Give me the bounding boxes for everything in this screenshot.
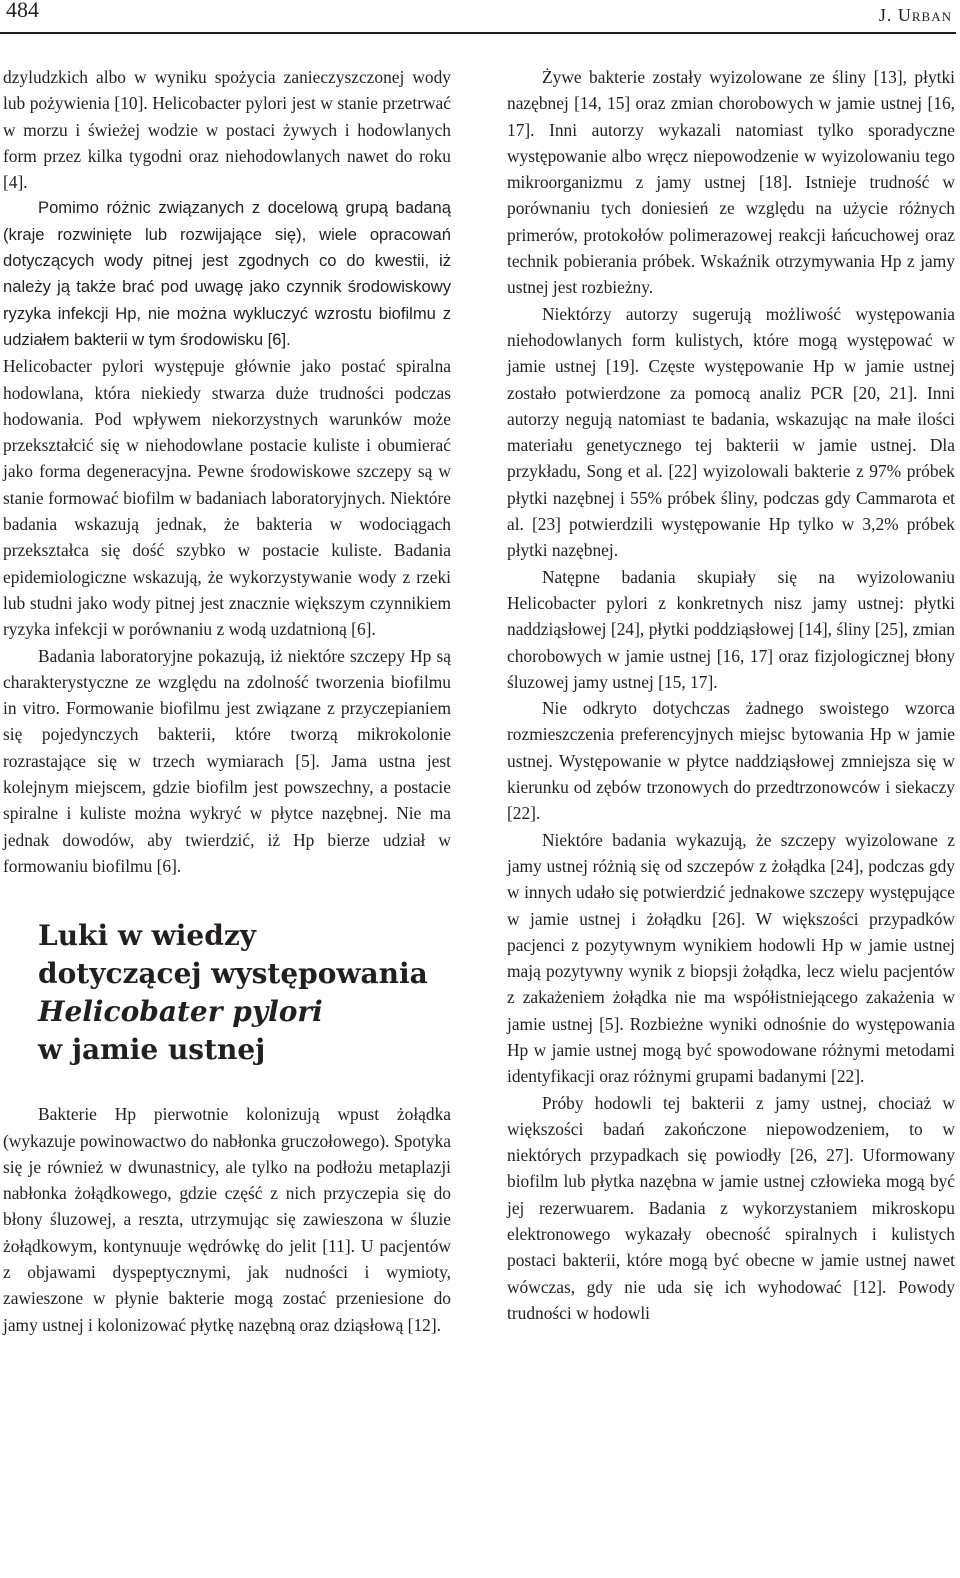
paragraph: Niektórzy autorzy sugerują możliwość występowania niehodowlanych form kulistych, które mogą występować w jamie ustnej [19]. Częste występowanie Hp w jamie ustnej zostało potwierdzone za pomocą analiz PCR [20, 21]. Inni autorzy negują natomiast te badania, wskazując na małe ilości materiału genetycznego tej bakterii w jamie ustnej. Dla przykładu, Song et al. [22] wyizolowali bakterie z 97% próbek płytki nazębnej i 55% próbek śliny, podczas gdy Cammarota et al. [23] potwierdzili występowanie Hp tylko w 3,2% próbek płytki nazębnej. (507, 303, 955, 561)
section-heading-line: Luki w wiedzy (38, 919, 256, 953)
page-header (0, 0, 960, 36)
paragraph: Żywe bakterie zostały wyizolowane ze śliny [13], płytki nazębnej [14, 15] oraz zmian chorobowych w jamie ustnej [16, 17]. Inni autorzy wykazali natomiast tylko sporadyczne występowanie albo wręcz niepowodzenie w wyizolowaniu tego mikroorganizmu z jamy ustnej [18]. Istnieje trudność w porównaniu tych doniesień ze względu na użycie różnych primerów, protokołów polimerazowej reakcji łańcuchowej oraz technik pobierania próbek. Wskaźnik otrzymywania Hp z jamy ustnej jest rozbieżny. (507, 67, 955, 298)
paragraph: Nie odkryto dotychczas żadnego swoistego wzorca rozmieszczenia preferencyjnych miejsc bytowania Hp w jamie ustnej. Występowanie w płytce naddziąsłowej zmniejsza się w kierunku od zębów trzonowych do przedtrzonowców i siekaczy [22]. (507, 698, 955, 824)
right-column (507, 64, 955, 1326)
header-rule (0, 32, 956, 34)
paragraph: Helicobacter pylori występuje głównie jako postać spiralna hodowlana, która niekiedy stwarza duże trudności podczas hodowania. Pod wpływem niekorzystnych warunków może przekształcić się w niehodowlane postacie kuliste i obumierać jako forma degeneracyjna. Pewne środowiskowe szczepy są w stanie formować biofilm w badaniach laboratoryjnych. Niektóre badania wskazują jednak, że bakteria w wodociągach przekształca się dość szybko w postacie kuliste. Badania epidemiologiczne wskazują, że wykorzystywanie wody z rzeki lub studni jako wody pitnej jest znacznie większym czynnikiem ryzyka infekcji w porównaniu z wodą uzdatnioną [6]. (3, 356, 451, 640)
left-column (3, 64, 451, 1338)
paragraph: Próby hodowli tej bakterii z jamy ustnej, chociaż w większości badań zakończone niepowodzeniem, to w niektórych przypadkach się powiodły [26, 27]. Uformowany biofilm lub płytka nazębna w jamie ustnej człowieka mogą być jej rezerwuarem. Badania z wykorzystaniem mikroskopu elektronowego wykazały obecność spiralnych i kulistych postaci bakterii, które mogą być obecne w jamie ustnej nawet wówczas, gdy nie uda się ich wyhodować [12]. Powody trudności w hodowli (507, 1092, 955, 1323)
paragraph: Badania laboratoryjne pokazują, iż niektóre szczepy Hp są charakterystyczne ze względu na zdolność tworzenia biofilmu in vitro. Formowanie biofilmu jest związane z przyczepianiem się pojedynczych bakterii, które tworzą mikrokolonie rozrastające się w trzech wymiarach [5]. Jama ustna jest kolejnym miejscem, gdzie biofilm jest powszechny, a postacie spiralne i kuliste można wykryć w płytce nazębnej. Nie ma jednak dowodów, aby twierdzić, iż Hp bierze udział w formowaniu biofilmu [6]. (3, 645, 451, 876)
page-number: 484 (6, 0, 39, 22)
section-heading-line: Helicobater pylori (38, 995, 323, 1029)
section-heading (38, 917, 451, 1069)
paragraph: Niektóre badania wykazują, że szczepy wyizolowane z jamy ustnej różnią się od szczepów z żołądka [24], podczas gdy w innych udało się potwierdzić jednakowe szczepy występujące w jamie ustnej i żołądku [26]. W większości przypadków pacjenci z pozytywnym wynikiem hodowli Hp w jamie ustnej mają pozytywny wynik z biopsji żołądka, lecz wielu pacjentów z zakażeniem żołądka nie ma współistniejącego zakażenia w jamie ustnej [5]. Rozbieżne wyniki odnośnie do występowania Hp w jamie ustnej mogą być spowodowane różnymi metodami identyfikacji oraz różnymi grupami badanymi [22]. (507, 829, 955, 1087)
section-heading-line: dotyczącej występowania (38, 957, 428, 991)
paragraph: Bakterie Hp pierwotnie kolonizują wpust żołądka (wykazuje powinowactwo do nabłonka gruczołowego). Spotyka się je również w dwunastnicy, ale tylko na podłożu metaplazji nabłonka żołądkowego, gdzie część z nich przyczepia się do błony śluzowej, a reszta, utrzymując się zawieszona w śluzie żołądkowym, kontynuuje wędrówkę do jelit [11]. U pacjentów z objawami dyspeptycznymi, jak nudności i wymioty, zawieszone w płynie bakterie mogą zostać przeniesione do jamy ustnej i kolonizować płytkę nazębną oraz dziąsłową [12]. (3, 1104, 451, 1335)
running-head-author: J. Urban (878, 5, 952, 25)
paragraph: dzyludzkich albo w wyniku spożycia zanieczyszczonej wody lub pożywienia [10]. Helicobacter pylori jest w stanie przetrwać w morzu i świeżej wodzie w postaci żywych i hodowlanych form przez kilka tygodni oraz niehodowlanych nawet do roku [4]. (3, 67, 451, 193)
paragraph: Pomimo różnic związanych z docelową grupą badaną (kraje rozwinięte lub rozwijające się), wiele opracowań dotyczących wody pitnej jest zgodnych co do kwestii, iż należy ją także brać pod uwagę jako czynnik środowiskowy ryzyka infekcji Hp, nie można wykluczyć wzrostu biofilmu z udziałem bakterii w tym środowisku [6]. (3, 198, 451, 349)
paragraph: Natępne badania skupiały się na wyizolowaniu Helicobacter pylori z konkretnych nisz jamy ustnej: płytki naddziąsłowej [24], płytki poddziąsłowej [14], śliny [25], zmian chorobowych w jamie ustnej [16, 17] oraz fizjologicznej błony śluzowej jamy ustnej [15, 17]. (507, 566, 955, 692)
section-heading-line: w jamie ustnej (38, 1033, 266, 1067)
